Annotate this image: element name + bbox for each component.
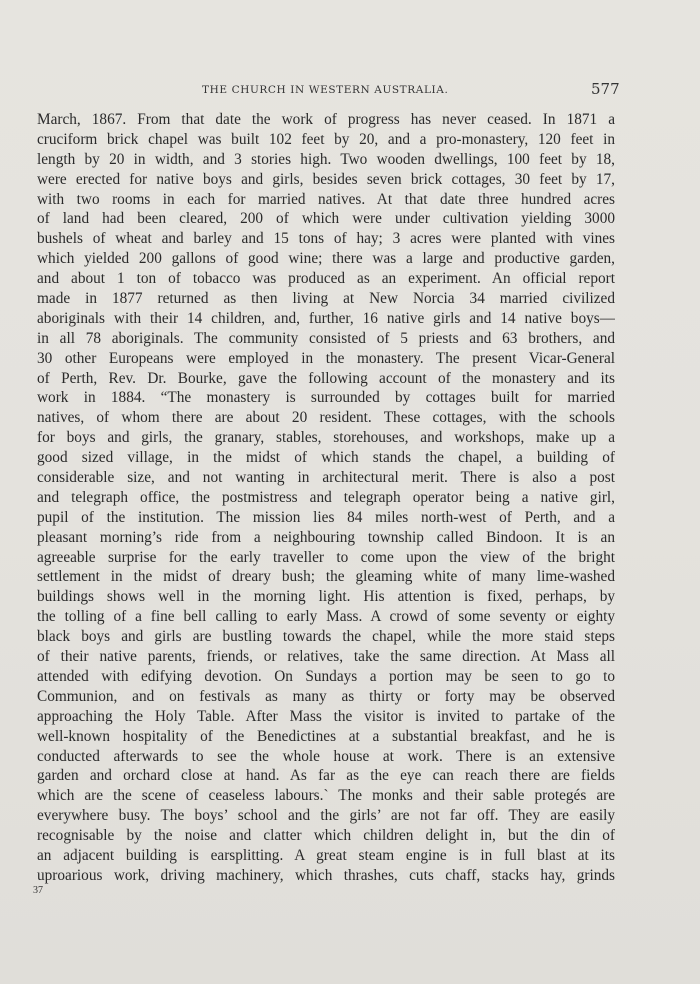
text-line: attended with edifying devotion. On Sundays a portion may be seen to go to xyxy=(37,667,615,685)
text-line: with two rooms in each for married natives. At that date three hundred acres xyxy=(37,190,615,208)
text-line: of land had been cleared, 200 of which were under cultivation yielding 3000 xyxy=(37,210,615,228)
text-line: considerable size, and not wanting in architectural merit. There is also a post xyxy=(37,469,615,487)
text-line: well-known hospitality of the Benedictines at a substantial breakfast, and he is xyxy=(37,727,615,745)
text-line: black boys and girls are bustling towards the chapel, while the more staid steps xyxy=(37,628,615,646)
text-line: which yielded 200 gallons of good wine; there was a large and productive garden, xyxy=(37,250,615,268)
text-line: which are the scene of ceaseless labours.` The monks and their sable protegés are xyxy=(37,787,615,805)
text-line: and telegraph office, the postmistress and telegraph operator being a native girl, xyxy=(37,488,615,506)
text-line: and about 1 ton of tobacco was produced as an experiment. An official report xyxy=(37,270,615,288)
page-header xyxy=(0,80,700,100)
text-line: everywhere busy. The boys’ school and the girls’ are not far off. They are easily xyxy=(37,807,615,825)
text-line: natives, of whom there are about 20 resident. These cottages, with the schools xyxy=(37,409,615,427)
text-line: approaching the Holy Table. After Mass the visitor is invited to partake of the xyxy=(37,707,615,725)
text-line: for boys and girls, the granary, stables, storehouses, and workshops, make up a xyxy=(37,429,615,447)
text-line: of Perth, Rev. Dr. Bourke, gave the following account of the monastery and its xyxy=(37,369,615,387)
text-line: good sized village, in the midst of which stands the chapel, a building of xyxy=(37,449,615,467)
running-title: THE CHURCH IN WESTERN AUSTRALIA. xyxy=(202,84,449,96)
text-line: in all 78 aboriginals. The community consisted of 5 priests and 63 brothers, and xyxy=(37,329,615,347)
text-line: the tolling of a fine bell calling to early Mass. A crowd of some seventy or eighty xyxy=(37,608,615,626)
text-line: 30 other Europeans were employed in the monastery. The present Vicar-General xyxy=(37,349,615,367)
signature-mark: 37 xyxy=(33,885,43,896)
text-line: an adjacent building is earsplitting. A great steam engine is in full blast at its xyxy=(37,846,615,864)
text-line: made in 1877 returned as then living at New Norcia 34 married civilized xyxy=(37,290,615,308)
text-line: conducted afterwards to see the whole house at work. There is an extensive xyxy=(37,747,615,765)
text-line: length by 20 in width, and 3 stories high. Two wooden dwellings, 100 feet by 18, xyxy=(37,150,615,168)
text-line: of their native parents, friends, or relatives, take the same direction. At Mass all xyxy=(37,648,615,666)
text-line: aboriginals with their 14 children, and, further, 16 native girls and 14 native boys— xyxy=(37,309,615,327)
text-line: pupil of the institution. The mission lies 84 miles north-west of Perth, and a xyxy=(37,508,615,526)
text-line: cruciform brick chapel was built 102 feet by 20, and a pro-monastery, 120 feet in xyxy=(37,130,615,148)
text-line: were erected for native boys and girls, besides seven brick cottages, 30 feet by 17, xyxy=(37,170,615,188)
text-line: agreeable surprise for the early traveller to come upon the view of the bright xyxy=(37,548,615,566)
text-line: bushels of wheat and barley and 15 tons of hay; 3 acres were planted with vines xyxy=(37,230,615,248)
text-line: garden and orchard close at hand. As far as the eye can reach there are fields xyxy=(37,767,615,785)
text-line: Communion, and on festivals as many as thirty or forty may be observed xyxy=(37,687,615,705)
body-text xyxy=(37,110,615,886)
text-line: work in 1884. “The monastery is surrounded by cottages built for married xyxy=(37,389,615,407)
page-number: 577 xyxy=(591,80,620,98)
text-line: recognisable by the noise and clatter which children delight in, but the din of xyxy=(37,827,615,845)
text-line: pleasant morning’s ride from a neighbouring township called Bindoon. It is an xyxy=(37,528,615,546)
text-line: buildings shows well in the morning light. His attention is fixed, perhaps, by xyxy=(37,588,615,606)
text-line: uproarious work, driving machinery, which thrashes, cuts chaff, stacks hay, grinds xyxy=(37,866,615,884)
text-line: March, 1867. From that date the work of progress has never ceased. In 1871 a xyxy=(37,111,615,128)
text-line: settlement in the midst of dreary bush; the gleaming white of many lime-washed xyxy=(37,568,615,586)
